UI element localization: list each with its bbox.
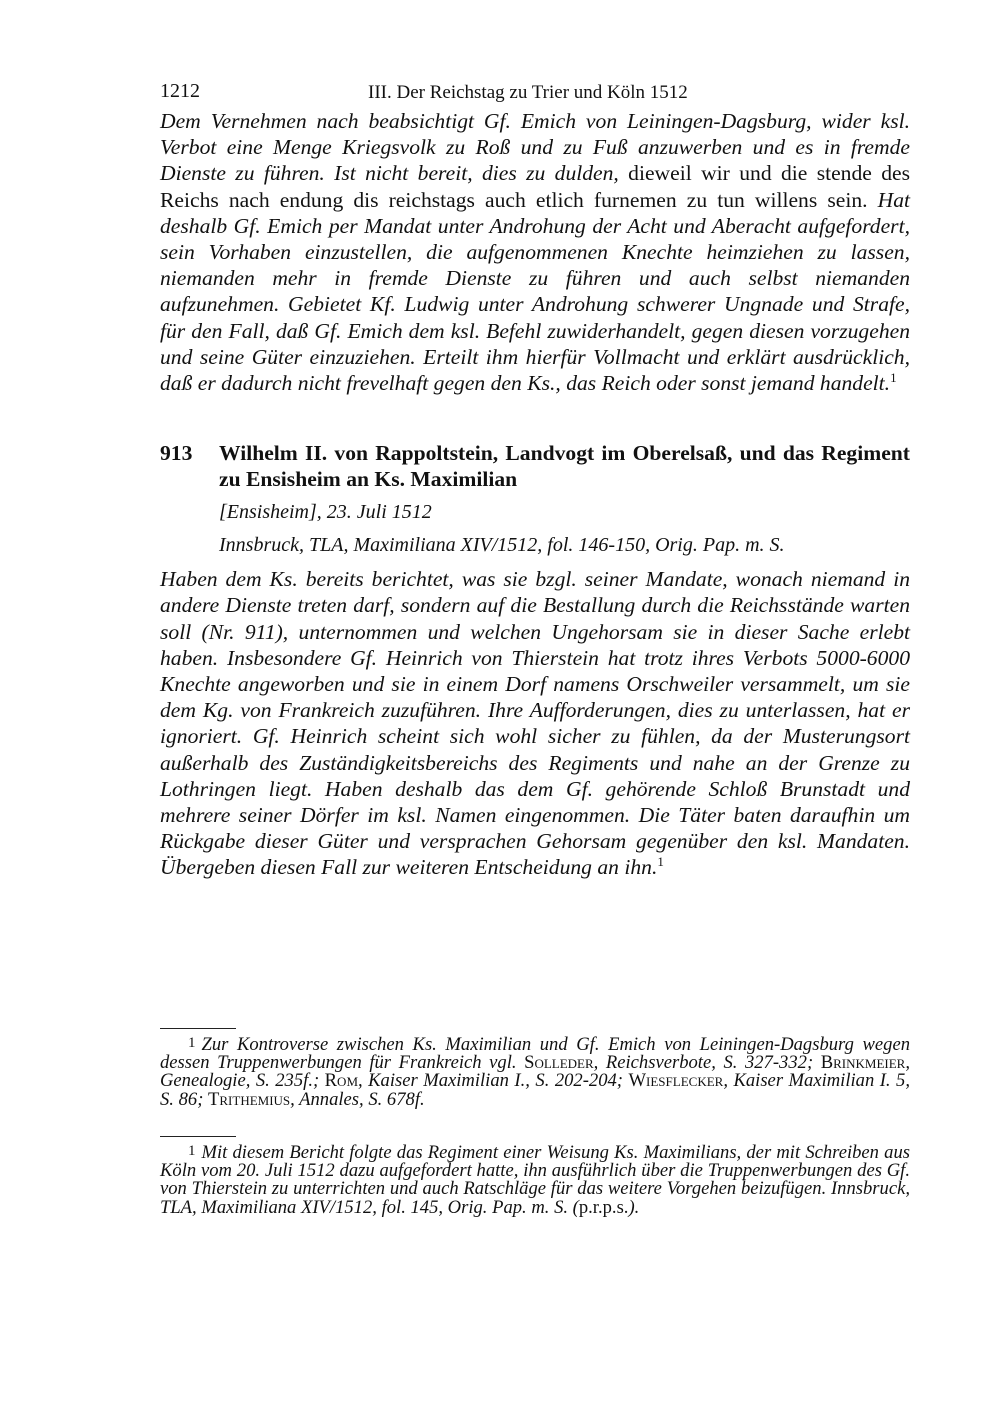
- author-name: Rom: [324, 1070, 359, 1092]
- document-page: [160, 76, 910, 881]
- author-name: Brinkmeier: [820, 1052, 906, 1074]
- document-entry-913: [160, 440, 910, 558]
- footnote-segment: , Kaiser Maximilian I., S. 202-204;: [358, 1070, 629, 1092]
- page-number: 1212: [160, 80, 200, 102]
- footnote-rule: [160, 1136, 236, 1137]
- entry-number: 913: [160, 441, 193, 466]
- regest-paragraph-912: [160, 108, 910, 396]
- footnote-segment: , Reichsverbote, S. 327-332;: [593, 1052, 821, 1074]
- footnote-segment: , Annales, S. 678f.: [290, 1088, 425, 1110]
- footnote-block-1: [160, 1028, 910, 1109]
- footnote-rule: [160, 1028, 236, 1029]
- footnote-mark: 1: [188, 1035, 196, 1051]
- entry-title: Wilhelm II. von Rappoltstein, Landvogt im Oberelsaß, und das Regiment zu Ensisheim an Ks. Maximilian: [219, 441, 910, 492]
- footnote-mark: 1: [188, 1143, 196, 1159]
- footnote-block-2: [160, 1136, 910, 1217]
- footnote-segment: , Genealogie, S. 235f.;: [160, 1052, 910, 1092]
- footnote-segment: ).: [628, 1196, 640, 1218]
- footnote-text: [160, 1142, 910, 1217]
- entry-date: [Ensisheim], 23. Juli 1512: [219, 501, 432, 524]
- quoted-source-text: dieweil wir und die stende des Reichs nach endung dis reichstags auch etlich furnemen zu tun willens sein.: [160, 161, 910, 212]
- footnote-reference: 1: [890, 370, 897, 386]
- entry-source: Innsbruck, TLA, Maximiliana XIV/1512, fol. 146-150, Orig. Pap. m. S.: [219, 534, 785, 557]
- regest-text-italic-cont: Hat deshalb Gf. Emich per Mandat unter Androhung der Acht und Aberacht aufgefordert, sein Vorhaben einzustellen, die aufgenommenen Knechte heimziehen zu lassen, niemanden mehr in fremde Dienste zu führen und auch selbst niemanden aufzunehmen. Gebietet Kf. Ludwig unter Androhung schwerer Ungnade und Strafe, für den Fall, daß Gf. Emich dem ksl. Befehl zuwiderhandelt, gegen diesen vorzugehen und seine Güter einzuziehen. Erteilt ihm hierfür Vollmacht und erklärt ausdrücklich, daß er dadurch nicht frevelhaft gegen den Ks., das Reich oder sonst jemand handelt.: [160, 187, 910, 396]
- regest-paragraph-913: [160, 566, 910, 880]
- footnote-segment: , Kaiser Maximilian I. 5, S. 86;: [160, 1070, 911, 1110]
- footnote-segment: Mit diesem Bericht folgte das Regiment einer Weisung Ks. Maximilians, der mit Schreiben aus Köln vom 20. Juli 1512 dazu aufgefordert hatte, ihn ausführlich über die Truppenwerbungen des Gf. von Thierstein zu unterrichten und auch Ratschläge für das weitere Vorgehen beizufügen. Innsbruck, TLA, Maximiliana XIV/1512, fol. 145, Orig. Pap. m. S. (: [160, 1142, 910, 1218]
- running-header: [160, 76, 910, 108]
- footnote-segment: Zur Kontroverse zwischen Ks. Maximilian und Gf. Emich von Leiningen-Dagsburg wegen dessen Truppenwerbungen für Frankreich vgl.: [160, 1034, 910, 1074]
- abbreviation-roman: p.r.p.s.: [578, 1196, 629, 1218]
- author-name: Wiesflecker: [628, 1070, 724, 1092]
- footnote-reference: 1: [657, 854, 664, 870]
- running-title: III. Der Reichstag zu Trier und Köln 1512: [368, 82, 688, 103]
- author-name: Trithemius: [208, 1088, 291, 1110]
- author-name: Solleder: [524, 1052, 594, 1074]
- entry-body: Haben dem Ks. bereits berichtet, was sie bzgl. seiner Mandate, wonach niemand in andere Dienste treten darf, sondern auf die Bestallung durch die Reichsstände warten soll (Nr. 911), unternommen und welchen Ungehorsam sie in dieser Sache erlebt haben. Insbesondere Gf. Heinrich von Thierstein hat trotz ihres Verbots 5000-6000 Knechte angeworben und sie in einem Dorf namens Orschweiler versammelt, um sie dem Kg. von Frankreich zuzuführen. Ihre Aufforderungen, dies zu unterlassen, hat er ignoriert. Gf. Heinrich scheint sich wohl sicher zu fühlen, da der Musterungsort außerhalb des Zuständigkeitsbereichs des Regiments und nahe an der Grenze zu Lothringen liegt. Haben deshalb das dem Gf. gehörende Schloß Brunstadt und mehrere seiner Dörfer im ksl. Namen eingenommen. Die Täter baten daraufhin um Rückgabe dieser Güter und versprachen Gehorsam gegenüber den ksl. Mandaten. Übergeben diesen Fall zur weiteren Entscheidung an ihn.: [160, 567, 910, 880]
- footnote-text: [160, 1034, 910, 1109]
- regest-text-italic: Dem Vernehmen nach beabsichtigt Gf. Emich von Leiningen-Dagsburg, wider ksl. Verbot eine Menge Kriegsvolk zu Roß und zu Fuß anzuwerben und es in fremde Dienste zu führen. Ist nicht bereit, dies zu dulden,: [160, 109, 910, 186]
